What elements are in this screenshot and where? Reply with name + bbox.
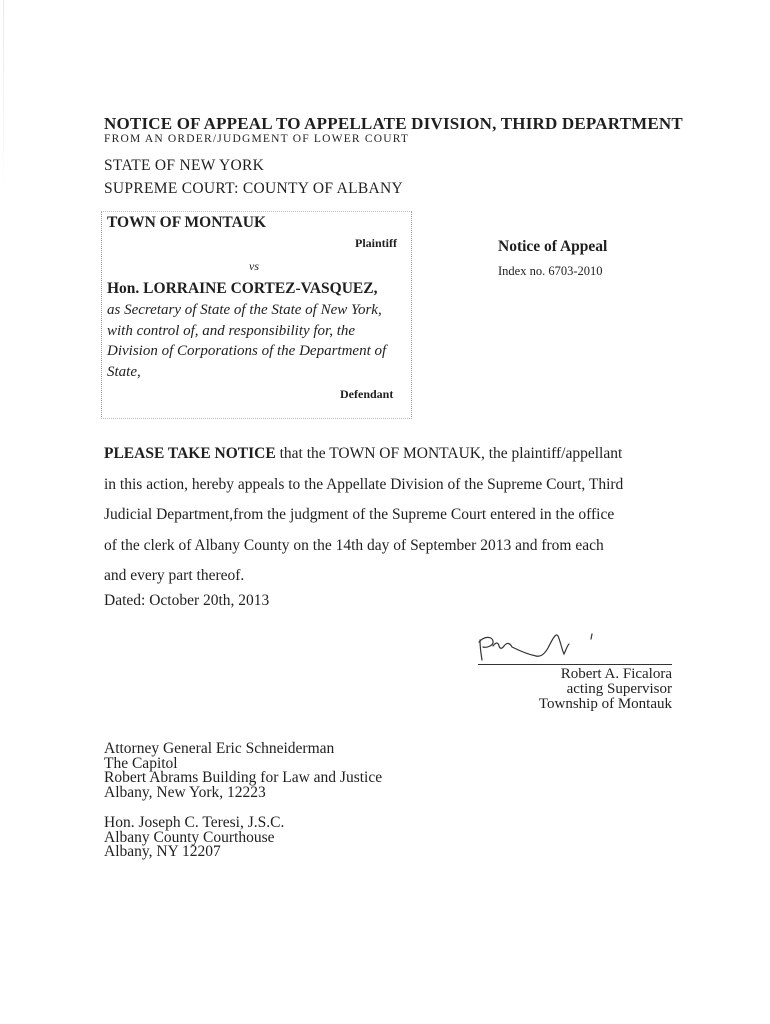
body-line [104,439,684,470]
signer-name: Robert A. Ficalora [560,666,672,682]
notice-lead: PLEASE TAKE NOTICE [104,445,276,462]
plaintiff-label: Plaintiff [355,236,397,250]
address-line: Robert Abrams Building for Law and Justice [104,769,383,786]
address-line: Hon. Joseph C. Teresi, J.S.C. [104,814,285,831]
recipient-block [104,816,284,860]
body-line: of the clerk of Albany County on the 14th day of September 2013 and from each [104,536,604,554]
handwritten-signature [474,628,614,668]
address-line: Albany, New York, 12223 [104,783,266,801]
address-line: Albany, NY 12207 [104,843,221,860]
plaintiff-name: TOWN OF MONTAUK [107,214,267,231]
dated-line: Dated: October 20th, 2013 [104,592,270,609]
defendant-name: Hon. LORRAINE CORTEZ-VASQUEZ, [107,280,378,297]
notice-body [104,439,684,592]
document-title: NOTICE OF APPEAL TO APPELLATE DIVISION, THIRD DEPARTMENT [104,114,683,133]
address-line: The Capitol [104,754,178,772]
address-line: Albany County Courthouse [104,828,275,846]
signer-organization: Township of Montauk [538,696,672,712]
address-line: Attorney General Eric Schneiderman [104,740,335,757]
body-line: Judicial Department,from the judgment of the Supreme Court entered in the office [104,506,615,523]
signature-line [478,664,672,665]
state-line: STATE OF NEW YORK [104,157,265,174]
body-line: and every part thereof. [104,567,245,584]
court-line: SUPREME COURT: COUNTY OF ALBANY [104,180,403,197]
defendant-label: Defendant [340,387,394,401]
document-subtitle: FROM AN ORDER/JUDGMENT OF LOWER COURT [104,133,410,145]
body-line-text: that the TOWN OF MONTAUK, the plaintiff/appellant [275,445,623,462]
signer-title: acting Supervisor [566,681,672,697]
notice-heading: Notice of Appeal [498,238,608,255]
index-number: Index no. 6703-2010 [498,264,603,278]
defendant-description: as Secretary of State of the State of New York, with control of, and responsibility for, the Division of Corporations of the Department of State, [107,302,387,380]
scan-edge-shadow [3,0,4,200]
versus-label: vs [249,259,259,273]
recipient-block [104,742,382,800]
body-line: in this action, hereby appeals to the Appellate Division of the Supreme Court, Third [104,475,624,493]
